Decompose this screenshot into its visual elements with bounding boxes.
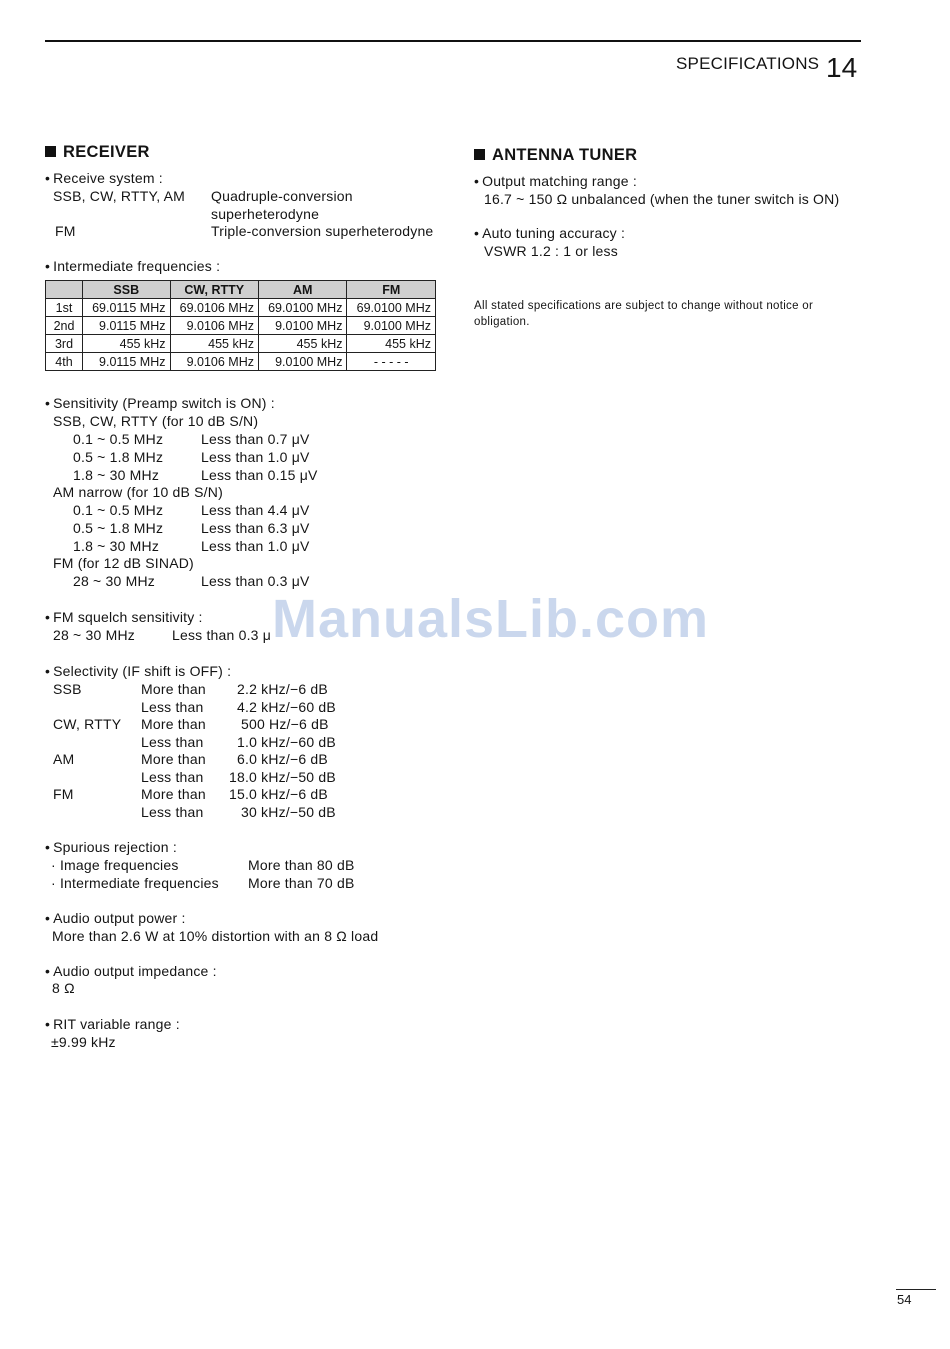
selectivity-bound: Less than (141, 699, 204, 715)
sensitivity-range: 0.5 ~ 1.8 MHz (73, 520, 164, 536)
spurious-label: • Spurious rejection : (45, 839, 177, 855)
selectivity-value: 500 Hz/−6 dB (241, 716, 329, 732)
if-cell: 9.0106 MHz (170, 353, 258, 371)
top-rule (45, 40, 861, 42)
selectivity-value: 15.0 kHz/−6 dB (229, 786, 328, 802)
if-cell: 455 kHz (83, 335, 171, 353)
antenna-tuner-heading-text: ANTENNA TUNER (492, 146, 638, 164)
rit-label: • RIT variable range : (45, 1016, 180, 1032)
receive-system-label: • Receive system : (45, 170, 163, 186)
if-cell: 69.0100 MHz (258, 299, 346, 317)
if-cell: 9.0100 MHz (347, 317, 436, 335)
squelch-range: 28 ~ 30 MHz (53, 627, 135, 643)
if-table-header-row (46, 281, 436, 299)
if-cell: 69.0115 MHz (83, 299, 171, 317)
if-row-label: 3rd (46, 335, 83, 353)
if-cell: 9.0100 MHz (258, 353, 346, 371)
receive-system-ssb-desc-2: superheterodyne (211, 206, 320, 222)
selectivity-value: 1.0 kHz/−60 dB (237, 734, 336, 750)
if-table-header: CW, RTTY (170, 281, 258, 299)
selectivity-label: • Selectivity (IF shift is OFF) : (45, 663, 231, 679)
audio-impedance-value: 8 Ω (52, 980, 75, 996)
selectivity-value: 2.2 kHz/−6 dB (237, 681, 328, 697)
square-bullet-icon (474, 149, 485, 160)
if-table (45, 280, 436, 371)
receiver-heading (45, 143, 150, 162)
sensitivity-range: 0.1 ~ 0.5 MHz (73, 502, 164, 518)
selectivity-mode: FM (53, 786, 74, 802)
tuning-accuracy-value: VSWR 1.2 : 1 or less (484, 243, 618, 259)
selectivity-bound: More than (141, 751, 206, 767)
if-table-corner (46, 281, 83, 299)
spurious-item: · Intermediate frequencies (51, 875, 219, 891)
chapter-number: 14 (826, 52, 858, 83)
table-row (46, 317, 436, 335)
receiver-heading-text: RECEIVER (63, 143, 150, 161)
selectivity-bound: Less than (141, 734, 204, 750)
selectivity-bound: More than (141, 716, 206, 732)
disclaimer-note: All stated specifications are subject to change without notice or obligation. (474, 300, 814, 328)
spurious-item: · Image frequencies (51, 857, 179, 873)
sensitivity-range: 0.5 ~ 1.8 MHz (73, 449, 164, 465)
selectivity-bound: More than (141, 681, 206, 697)
if-cell: 9.0106 MHz (170, 317, 258, 335)
square-bullet-icon (45, 146, 56, 157)
spurious-value: More than 70 dB (248, 875, 355, 891)
table-row (46, 335, 436, 353)
if-label: • Intermediate frequencies : (45, 258, 220, 274)
receive-system-ssb-desc-1: Quadruple-conversion (211, 188, 353, 204)
spurious-value: More than 80 dB (248, 857, 355, 873)
page-section-title: SPECIFICATIONS (676, 54, 820, 73)
antenna-tuner-heading (474, 146, 637, 165)
sensitivity-value: Less than 4.4 μV (201, 502, 310, 518)
sensitivity-value: Less than 0.15 μV (201, 467, 318, 483)
sensitivity-range: 1.8 ~ 30 MHz (73, 538, 160, 554)
selectivity-mode: AM (53, 751, 75, 767)
selectivity-bound: Less than (141, 804, 204, 820)
selectivity-bound: Less than (141, 769, 204, 785)
if-row-label: 2nd (46, 317, 83, 335)
audio-power-label: • Audio output power : (45, 910, 186, 926)
selectivity-mode: SSB (53, 681, 82, 697)
selectivity-mode: CW, RTTY (53, 716, 122, 732)
sensitivity-am-head: AM narrow (for 10 dB S/N) (53, 484, 223, 500)
if-cell: 69.0100 MHz (347, 299, 436, 317)
if-table-header: SSB (83, 281, 171, 299)
if-cell: 455 kHz (170, 335, 258, 353)
squelch-label: • FM squelch sensitivity : (45, 609, 203, 625)
sensitivity-value: Less than 6.3 μV (201, 520, 310, 536)
if-cell: 9.0100 MHz (258, 317, 346, 335)
sensitivity-fm-head: FM (for 12 dB SINAD) (53, 555, 194, 571)
sensitivity-value: Less than 1.0 μV (201, 449, 310, 465)
if-table-header: FM (347, 281, 436, 299)
sensitivity-range: 28 ~ 30 MHz (73, 573, 155, 589)
page-number-rule (896, 1289, 936, 1290)
receive-system-fm-desc: Triple-conversion superheterodyne (211, 223, 434, 239)
if-cell: 69.0106 MHz (170, 299, 258, 317)
table-row (46, 299, 436, 317)
sensitivity-value: Less than 0.7 μV (201, 431, 310, 447)
audio-power-value: More than 2.6 W at 10% distortion with an 8 Ω load (52, 928, 379, 944)
audio-impedance-label: • Audio output impedance : (45, 963, 217, 979)
squelch-value: Less than 0.3 μ (172, 627, 272, 643)
if-cell: 455 kHz (258, 335, 346, 353)
selectivity-value: 4.2 kHz/−60 dB (237, 699, 336, 715)
selectivity-bound: More than (141, 786, 206, 802)
selectivity-value: 30 kHz/−50 dB (241, 804, 336, 820)
watermark: ManualsLib.com (272, 589, 710, 649)
if-row-label: 4th (46, 353, 83, 371)
selectivity-value: 18.0 kHz/−50 dB (229, 769, 336, 785)
if-cell: 9.0115 MHz (83, 353, 171, 371)
rit-value: ±9.99 kHz (51, 1034, 116, 1050)
matching-range-label: • Output matching range : (474, 173, 637, 189)
sensitivity-range: 1.8 ~ 30 MHz (73, 467, 160, 483)
receive-system-ssb-modes: SSB, CW, RTTY, AM (53, 188, 186, 204)
if-table-header: AM (258, 281, 346, 299)
sensitivity-label: • Sensitivity (Preamp switch is ON) : (45, 395, 275, 411)
sensitivity-value: Less than 0.3 μV (201, 573, 310, 589)
sensitivity-value: Less than 1.0 μV (201, 538, 310, 554)
receive-system-fm-mode: FM (55, 223, 76, 239)
page-number: 54 (897, 1292, 912, 1307)
sensitivity-ssb-head: SSB, CW, RTTY (for 10 dB S/N) (53, 413, 259, 429)
if-cell: 455 kHz (347, 335, 436, 353)
matching-range-value: 16.7 ~ 150 Ω unbalanced (when the tuner switch is ON) (484, 191, 840, 207)
sensitivity-range: 0.1 ~ 0.5 MHz (73, 431, 164, 447)
selectivity-value: 6.0 kHz/−6 dB (237, 751, 328, 767)
if-row-label: 1st (46, 299, 83, 317)
if-cell: 9.0115 MHz (83, 317, 171, 335)
if-cell: - - - - - (347, 353, 436, 371)
tuning-accuracy-label: • Auto tuning accuracy : (474, 225, 625, 241)
table-row (46, 353, 436, 371)
